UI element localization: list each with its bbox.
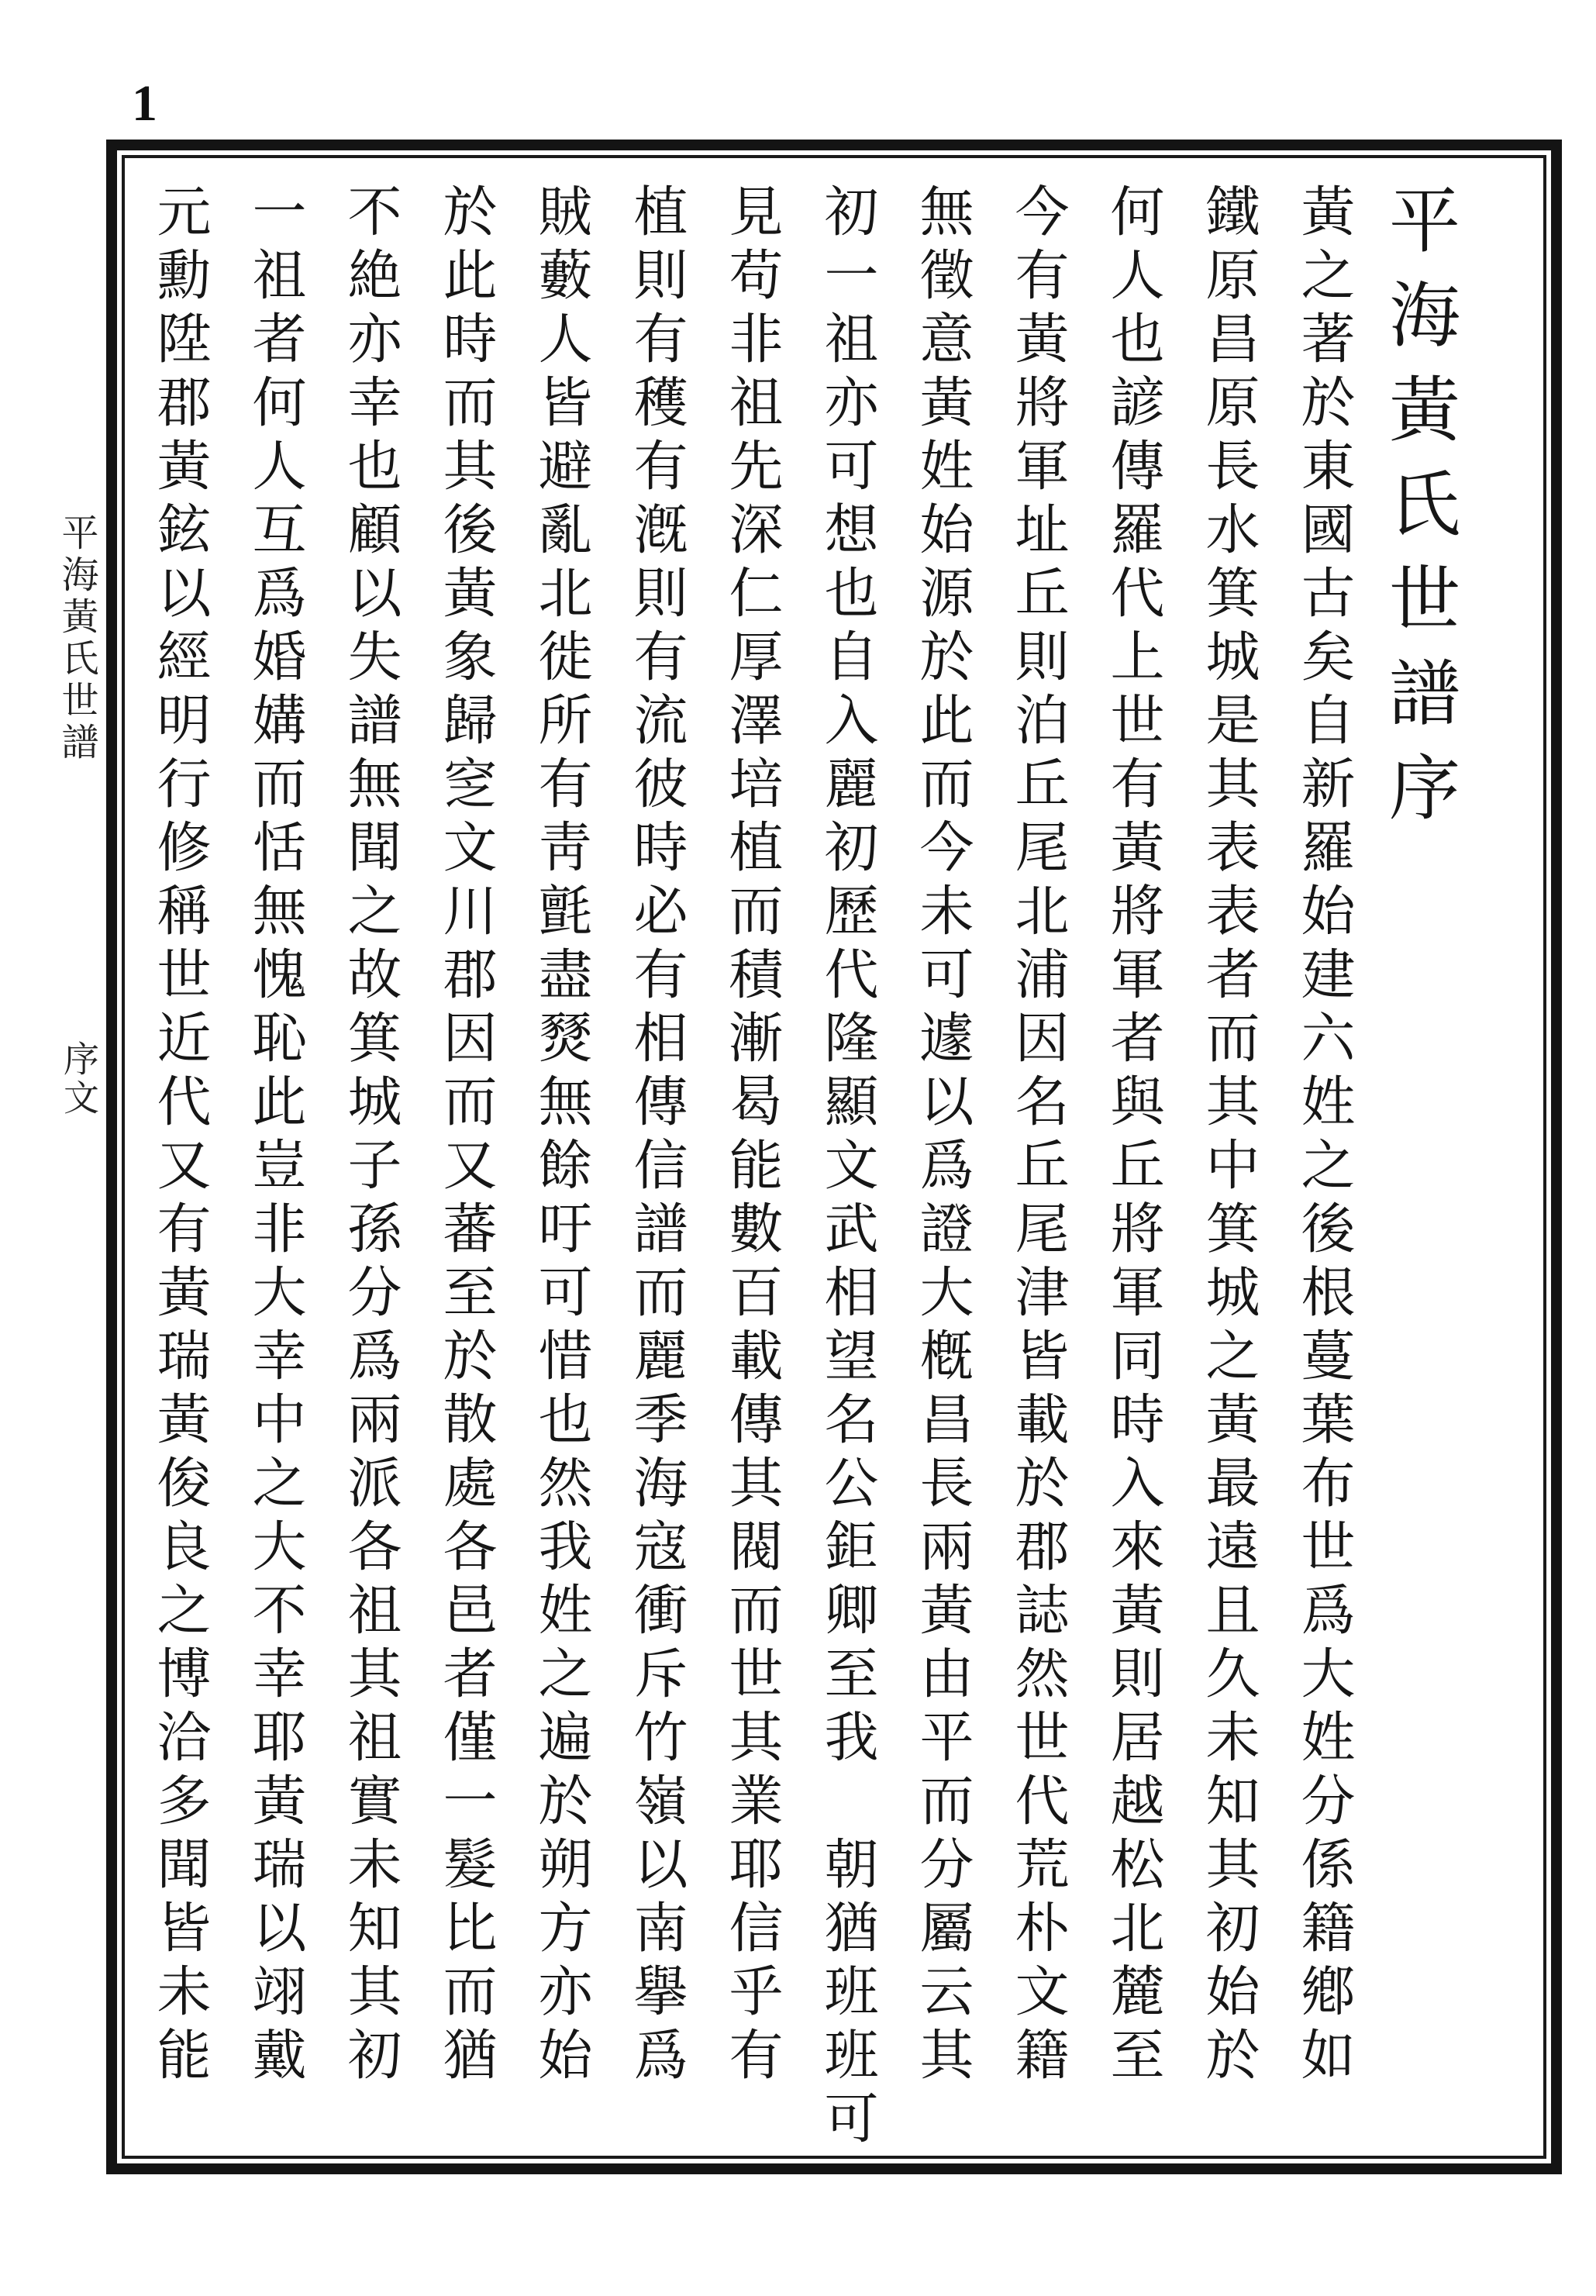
text-column: 鐵原昌原長水箕城是其表表者而其中箕城之黃最遠且久未知其初始於 — [1198, 183, 1257, 2090]
text-column: 賊藪人皆避亂北徙所有靑氈盡燹無餘吁可惜也然我姓之遍於朔方亦始 — [530, 183, 590, 2090]
text-column: 無徵意黃姓始源於此而今未可遽以爲證大槪昌長兩黃由平而分屬云其 — [912, 183, 971, 2090]
text-column: 不絶亦幸也顧以失譜無聞之故箕城子孫分爲兩派各祖其祖實未知其初 — [340, 183, 399, 2090]
page-border-outer — [106, 140, 1562, 2174]
spine-margin-section-label: 序文 — [59, 1040, 98, 1118]
text-column: 初一祖亦可想也自入麗初歷代隆顯文武相望名公鉅卿至我 朝猶班班可 — [816, 183, 876, 2153]
text-columns-container — [125, 158, 1543, 2156]
text-column: 植則有穫有漑則有流彼時必有相傳信譜而麗季海寇衝斥竹嶺以南擧爲 — [626, 183, 685, 2090]
page-number: 1 — [132, 75, 157, 132]
text-column: 一祖者何人互爲婚媾而恬無愧恥此豈非大幸中之大不幸耶黃瑞以翊戴 — [244, 183, 304, 2090]
text-column: 何人也諺傳羅代上世有黃將軍者與丘將軍同時入來黃則居越松北麓至 — [1102, 183, 1162, 2090]
text-column: 元勳陞郡黃鉉以經明行修稱世近代又有黃瑞黃俊良之博洽多聞皆未能 — [149, 183, 209, 2090]
text-column: 黃之著於東國古矣自新羅始建六姓之後根蔓葉布世爲大姓分係籍鄕如 — [1293, 183, 1353, 2090]
page-border-inner — [122, 155, 1546, 2159]
text-column: 見苟非祖先深仁厚澤培植而積漸曷能數百載傳其閥而世其業耶信乎有 — [721, 183, 781, 2090]
spine-margin-title: 平海黃氏世譜 — [56, 513, 97, 764]
document-title: 平海黃氏世譜序 — [1379, 183, 1458, 845]
text-column: 於此時而其後黃象歸窆文川郡因而又蕃至於散處各邑者僅一髮比而猶 — [435, 183, 495, 2090]
text-column: 今有黃將軍址丘則泊丘尾北浦因名丘尾津皆載於郡誌然世代荒朴文籍 — [1007, 183, 1067, 2090]
